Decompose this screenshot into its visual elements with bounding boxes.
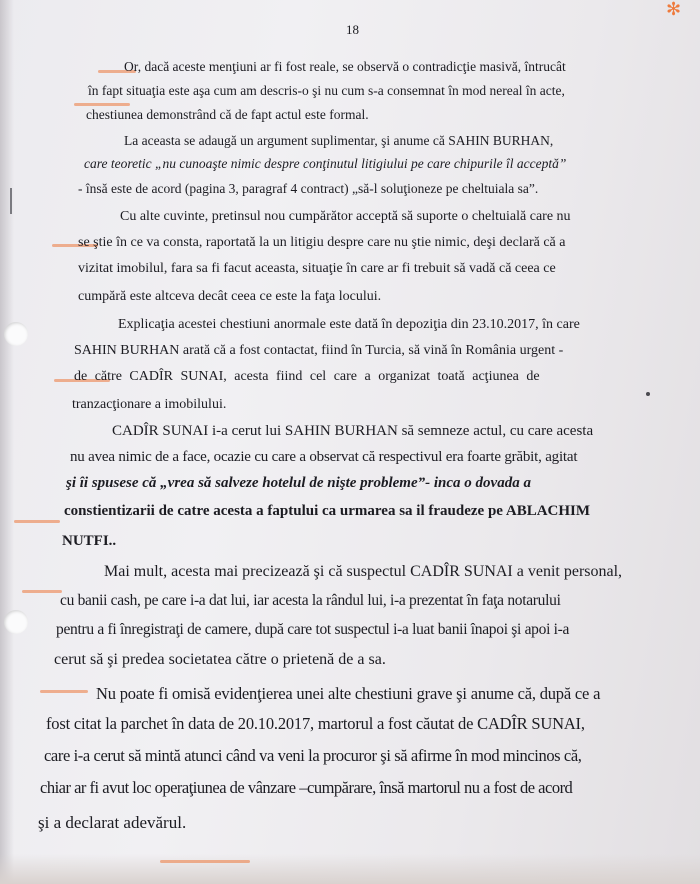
page-edge-shadow <box>0 0 14 884</box>
highlighter-mark <box>14 520 60 523</box>
text-line: La aceasta se adaugă un argument suplimentar, şi anume că SAHIN BURHAN, <box>124 133 554 148</box>
text-line: Cu alte cuvinte, pretinsul nou cumpărător acceptă să suporte o cheltuială care nu <box>120 209 571 224</box>
text-line: chiar ar fi avut loc operaţiunea de vânzare –cumpărare, însă martorul nu a fost de acord <box>40 778 573 797</box>
highlighter-mark <box>74 103 130 106</box>
text-line: vizitat imobilul, fara sa fi facut aceasta, situaţie în care ar fi trebuit să vadă că ceea ce <box>78 261 556 276</box>
text-line: SAHIN BURHAN arată că a fost contactat, fiind în Turcia, să vină în România urgent - <box>74 343 564 358</box>
punch-hole <box>4 322 28 346</box>
text-line: cumpără este altceva decât ceea ce este la faţa locului. <box>78 289 382 304</box>
text-line: şi a declarat adevărul. <box>38 813 187 832</box>
margin-mark <box>10 188 12 214</box>
text-line: se ştie în ce va consta, raportată la un litigiu despre care nu ştie nimic, deşi declară că a <box>78 235 566 250</box>
text-line: CADÎR SUNAI i-a cerut lui SAHIN BURHAN să semneze actul, cu care acesta <box>112 423 594 439</box>
text-line: cerut să şi predea societatea către o prietenă de a sa. <box>54 651 386 668</box>
text-line: - însă este de acord (pagina 3, paragraf 4 contract) „să-l soluţioneze pe cheltuiala sa”. <box>78 181 539 196</box>
text-line: care i-a cerut să mintă atunci când va veni la procuror şi să afirme în mod mincinos că, <box>44 746 582 765</box>
text-line: constientizarii de catre acesta a faptului ca urmarea sa il fraudeze pe ABLACHIM <box>64 503 591 519</box>
text-line: Mai mult, acesta mai precizează şi că suspectul CADÎR SUNAI a venit personal, <box>104 563 623 580</box>
ink-dot <box>646 392 650 396</box>
text-line: care teoretic „nu cunoaşte nimic despre conţinutul litigiului pe care chipurile îl acceptă” <box>84 156 567 171</box>
highlighter-mark <box>40 690 88 693</box>
text-line: NUTFI.. <box>62 533 117 549</box>
text-line: Or, dacă aceste menţiuni ar fi fost reale, se observă o contradicţie masivă, întrucât <box>124 59 566 74</box>
text-line: în fapt situaţia este aşa cum am descris-o şi nu cum s-a consemnat în mod nereal în acte, <box>88 83 565 98</box>
text-line: pentru a fi înregistraţi de camere, după care tot suspectul i-a luat banii înapoi şi apoi i-a <box>56 621 570 638</box>
text-line: nu avea nimic de a face, ocazie cu care a observat că respectivul era foarte grăbit, agitat <box>70 449 578 465</box>
text-line: de către CADÎR SUNAI, acesta fiind cel care a organizat toată acţiunea de <box>74 369 540 384</box>
text-line: Explicaţia acestei chestiuni anormale este dată în depoziţia din 23.10.2017, în care <box>118 317 580 332</box>
text-line: Nu poate fi omisă evidenţierea unei alte chestiuni grave şi anume că, după ce a <box>96 684 601 703</box>
punch-hole <box>4 610 28 634</box>
text-line: tranzacţionare a imobilului. <box>72 397 227 412</box>
page-number: 18 <box>346 22 359 37</box>
highlighter-mark-icon: ✻ <box>666 0 682 19</box>
highlighter-mark <box>160 860 250 863</box>
page-bottom-shadow <box>0 854 700 884</box>
text-line: chestiunea demonstrând că de fapt actul este formal. <box>86 107 369 122</box>
text-line: cu banii cash, pe care i-a dat lui, iar acesta la rândul lui, i-a prezentat în faţa notarului <box>60 592 561 609</box>
highlighter-mark <box>22 590 62 593</box>
text-line: şi îi spusese că „vrea să salveze hotelul de nişte probleme”- inca o dovada a <box>66 475 531 491</box>
text-line: fost citat la parchet în data de 20.10.2017, martorul a fost căutat de CADÎR SUNAI, <box>46 714 585 733</box>
